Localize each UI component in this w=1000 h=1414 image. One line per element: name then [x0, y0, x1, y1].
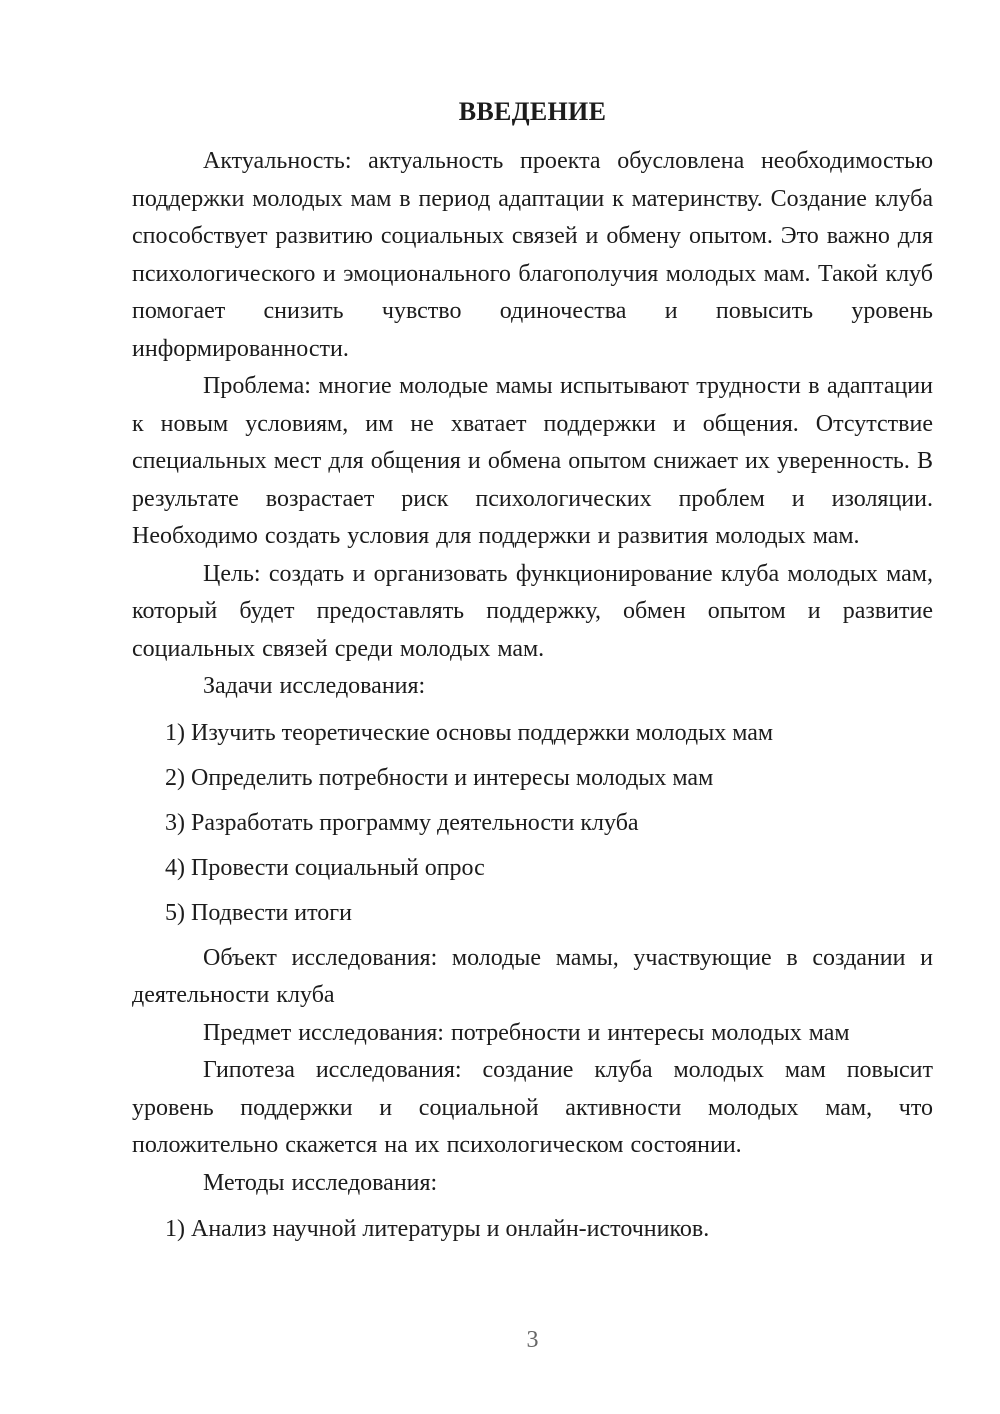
task-item: 3) Разработать программу деятельности клуба [165, 809, 639, 836]
paragraph-goal: Цель: создать и организовать функционирование клуба молодых мам, который будет предоставлять поддержку, обмен опытом и развитие социальных связей среди молодых мам. [132, 560, 933, 662]
page-number: 3 [526, 1327, 539, 1353]
task-item: 2) Определить потребности и интересы молодых мам [165, 764, 714, 791]
page-title: ВВЕДЕНИЕ [458, 97, 607, 126]
paragraph-problem: Проблема: многие молодые мамы испытывают трудности в адаптации к новым условиям, им не хватает поддержки и общения. Отсутствие специальных мест для общения и обмена опытом снижает их уверенность. В результате возрастает риск психологических проблем и изоляции. Необходимо создать условия для поддержки и развития молодых мам. [132, 373, 933, 549]
task-item: 5) Подвести итоги [165, 899, 352, 926]
paragraph-relevance: Актуальность: актуальность проекта обусловлена необходимостью поддержки молодых мам в период адаптации к материнству. Создание клуба способствует развитию социальных связей и обмену опытом. Это важно для психологического и эмоционального благополучия молодых мам. Такой клуб помогает снизить чувство одиночества и повысить уровень информированности. [132, 148, 933, 362]
paragraph-object: Объект исследования: молодые мамы, участвующие в создании и деятельности клуба [132, 944, 933, 1008]
tasks-list [132, 715, 933, 933]
paragraph-subject: Предмет исследования: потребности и интересы молодых мам [203, 1019, 850, 1046]
task-item: 1) Изучить теоретические основы поддержки молодых мам [165, 719, 774, 746]
methods-heading: Методы исследования: [203, 1169, 438, 1196]
paragraph-hypothesis: Гипотеза исследования: создание клуба молодых мам повысит уровень поддержки и социальной активности молодых мам, что положительно скажется на их психологическом состоянии. [132, 1057, 933, 1158]
method-item: 1) Анализ научной литературы и онлайн-источников. [165, 1216, 710, 1242]
tasks-heading: Задачи исследования: [203, 673, 426, 699]
task-item: 4) Провести социальный опрос [165, 854, 485, 881]
methods-list [132, 1211, 933, 1249]
